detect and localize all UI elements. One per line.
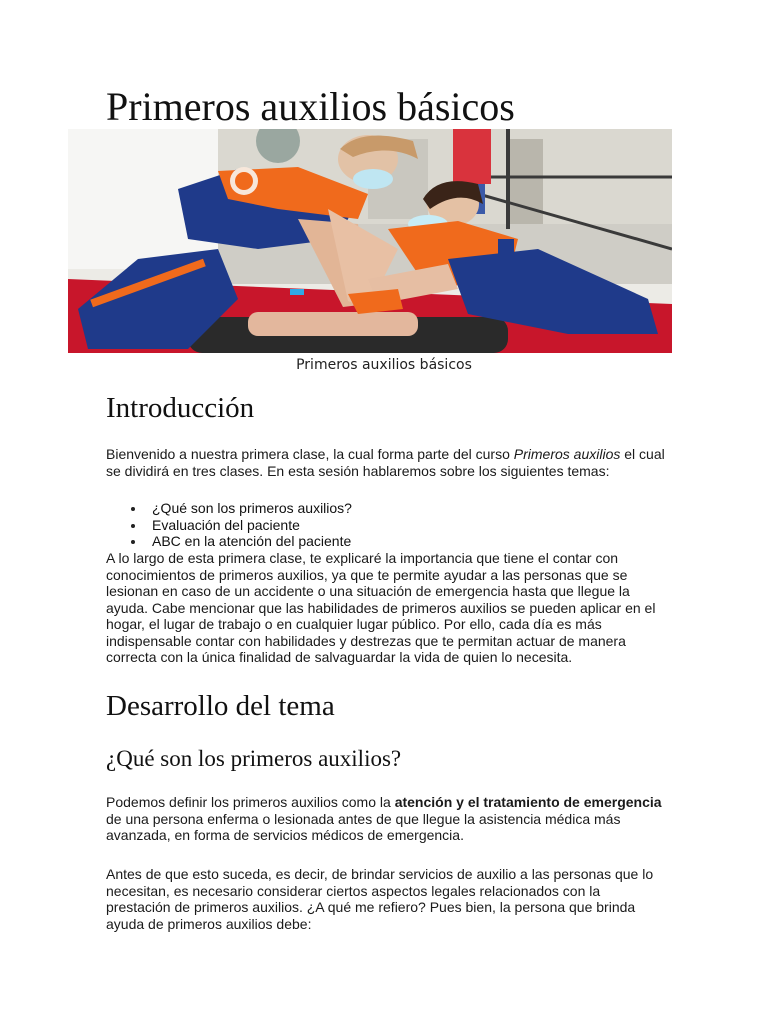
- intro-paragraph-2: A lo largo de esta primera clase, te explicaré la importancia que tiene el contar con conocimientos de primeros auxilios, ya que te permite ayudar a las personas que se lesionan en caso de un accidente o una situación de emergencia hasta que llegue la ayuda. Cabe mencionar que las habilidades de primeros auxilios se pueden aplicar en el hogar, el lugar de trabajo o en cualquier lugar público. Por ello, cada día es más indispensable contar con habilidades y destrezas que te permitan actuar de manera correcta con la única finalidad de salvaguardar la vida de quien lo necesita.: [106, 550, 656, 665]
- intro-p1-before: Bienvenido a nuestra primera clase, la cual forma parte del curso: [106, 446, 514, 462]
- intro-paragraph-1: [106, 446, 666, 479]
- topics-list: [106, 500, 352, 550]
- list-item: ¿Qué son los primeros auxilios?: [106, 500, 352, 517]
- first-aid-photo: [68, 129, 672, 353]
- intro-heading: Introducción: [106, 392, 255, 424]
- definition-after: de una persona enferma o lesionada antes de que llegue la asistencia médica más avanzada, en forma de servicios médicos de emergencia.: [106, 810, 621, 843]
- course-name: Primeros auxilios: [513, 446, 621, 462]
- document-title: Primeros auxilios básicos: [106, 84, 515, 129]
- development-heading: Desarrollo del tema: [106, 690, 335, 722]
- intro-p1-after: el cual se dividirá en tres clases. En esta sesión hablaremos sobre los siguientes temas:: [106, 446, 665, 479]
- definition-before: Podemos definir los primeros auxilios como la: [106, 794, 395, 810]
- development-subheading: ¿Qué son los primeros auxilios?: [106, 746, 402, 771]
- list-item: ABC en la atención del paciente: [106, 533, 352, 550]
- legal-aspects-paragraph: Antes de que esto suceda, es decir, de brindar servicios de auxilio a las personas que lo necesitan, es necesario considerar ciertos aspectos legales relacionados con la prestación de primeros auxilios. ¿A qué me refiero? Pues bien, la persona que brinda ayuda de primeros auxilios debe:: [106, 866, 654, 932]
- definition-bold: atención y el tratamiento de emergencia: [394, 794, 662, 810]
- list-item: Evaluación del paciente: [106, 517, 352, 534]
- image-caption: Primeros auxilios básicos: [296, 357, 472, 373]
- definition-paragraph: [106, 794, 666, 844]
